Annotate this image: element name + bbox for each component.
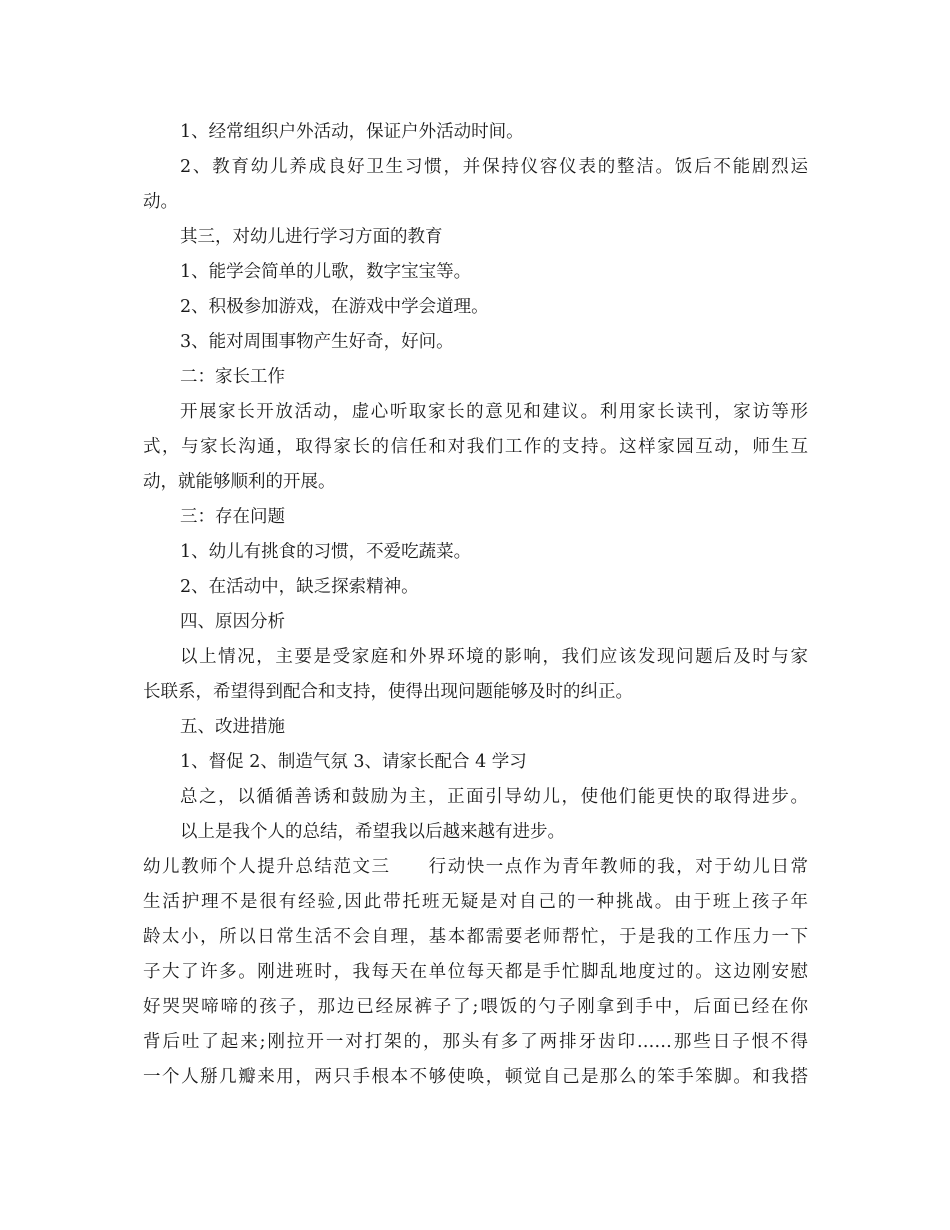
text-line: 2、积极参加游戏，在游戏中学会道理。 (180, 297, 489, 317)
text-line: 龄太小，所以日常生活不会自理，基本都需要老师帮忙，于是我的工作压力一下 (143, 927, 808, 947)
text-line: 开展家长开放活动，虚心听取家长的意见和建议。利用家长读刊，家访等形 (180, 402, 808, 422)
text-line: 1、幼儿有挑食的习惯，不爱吃蔬菜。 (180, 542, 472, 562)
text-line: 三：存在问题 (180, 507, 285, 527)
text-line: 1、督促 2、制造气氛 3、请家长配合 4 学习 (180, 752, 527, 772)
text-line: 1、能学会简单的儿歌，数字宝宝等。 (180, 262, 472, 282)
text-line: 五、改进措施 (180, 717, 285, 737)
text-line: 生活护理不是很有经验,因此带托班无疑是对自己的一种挑战。由于班上孩子年 (143, 892, 808, 912)
text-line: 二：家长工作 (180, 367, 285, 387)
text-line: 2、教育幼儿养成良好卫生习惯，并保持仪容仪表的整洁。饭后不能剧烈运 (180, 157, 808, 177)
text-line: 一个人掰几瓣来用，两只手根本不够使唤，顿觉自己是那么的笨手笨脚。和我搭 (143, 1067, 808, 1087)
text-line: 以上是我个人的总结，希望我以后越来越有进步。 (180, 822, 565, 842)
document-body (143, 115, 808, 1095)
text-line: 其三，对幼儿进行学习方面的教育 (180, 227, 443, 247)
text-line: 四、原因分析 (180, 612, 285, 632)
text-line: 3、能对周围事物产生好奇，好问。 (180, 332, 454, 352)
text-line: 背后吐了起来;刚拉开一对打架的，那头有多了两排牙齿印……那些日子恨不得 (143, 1032, 808, 1052)
text-line: 幼儿教师个人提升总结范文三 行动快一点作为青年教师的我，对于幼儿日常 (143, 857, 808, 877)
text-line: 好哭哭啼啼的孩子，那边已经尿裤子了;喂饭的勺子刚拿到手中，后面已经在你 (143, 997, 808, 1017)
text-line: 动，就能够顺利的开展。 (143, 472, 336, 492)
text-line: 以上情况，主要是受家庭和外界环境的影响，我们应该发现问题后及时与家 (180, 647, 808, 667)
text-line: 总之，以循循善诱和鼓励为主，正面引导幼儿，使他们能更快的取得进步。 (180, 787, 808, 807)
text-line: 1、经常组织户外活动，保证户外活动时间。 (180, 122, 524, 142)
text-line: 式，与家长沟通，取得家长的信任和对我们工作的支持。这样家园互动，师生互 (143, 437, 808, 457)
text-line: 子大了许多。刚进班时，我每天在单位每天都是手忙脚乱地度过的。这边刚安慰 (143, 962, 808, 982)
text-line: 长联系，希望得到配合和支持，使得出现问题能够及时的纠正。 (143, 682, 633, 702)
text-line: 2、在活动中，缺乏探索精神。 (180, 577, 419, 597)
text-line: 动。 (143, 192, 178, 212)
